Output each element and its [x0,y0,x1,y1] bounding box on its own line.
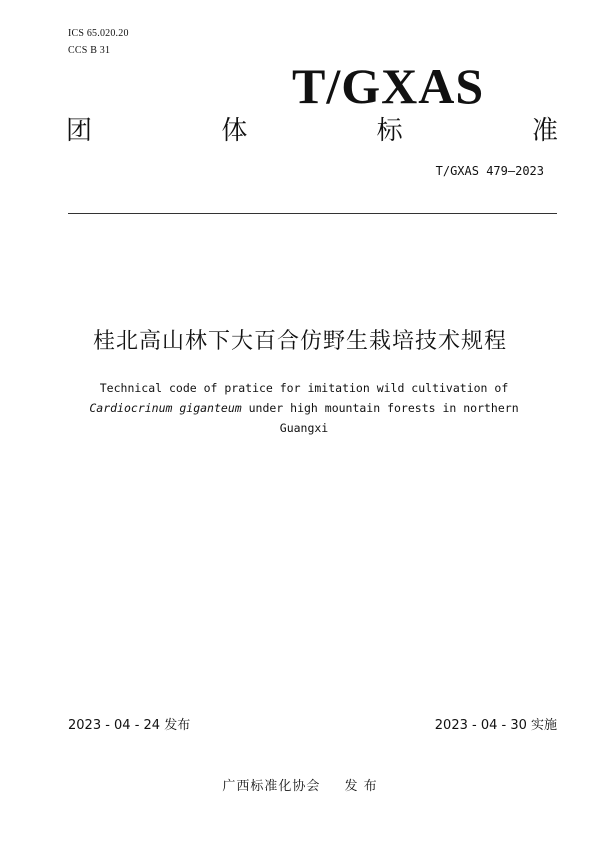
standard-type-char: 团 [66,116,93,146]
title-english [64,378,544,438]
issue-date: 2023 - 04 - 24 发布 [68,718,191,733]
title-english-part: Technical code of pratice for imitation wild cultivation of [99,381,509,395]
title-english-part: under high mountain forests in northern Guangxi [241,401,519,435]
publisher [0,775,600,794]
header-divider [68,213,557,214]
ccs-code: CCS B 31 [68,45,111,56]
standard-type [66,114,558,148]
title-chinese: 桂北高山林下大百合仿野生栽培技术规程 [92,329,507,354]
standard-type-char: 体 [221,116,248,146]
standard-type-char: 准 [531,116,558,146]
standard-number: T/GXAS 479—2023 [435,164,544,178]
standard-type-char: 标 [376,116,403,146]
publisher-action: 发 布 [344,779,378,794]
ics-code: ICS 65.020.20 [68,28,129,39]
implementation-date: 2023 - 04 - 30 实施 [434,718,557,733]
title-english-species: Cardiocrinum giganteum [89,401,242,415]
publisher-org: 广西标准化协会 [222,779,321,794]
standard-logo: T/GXAS [292,58,485,114]
